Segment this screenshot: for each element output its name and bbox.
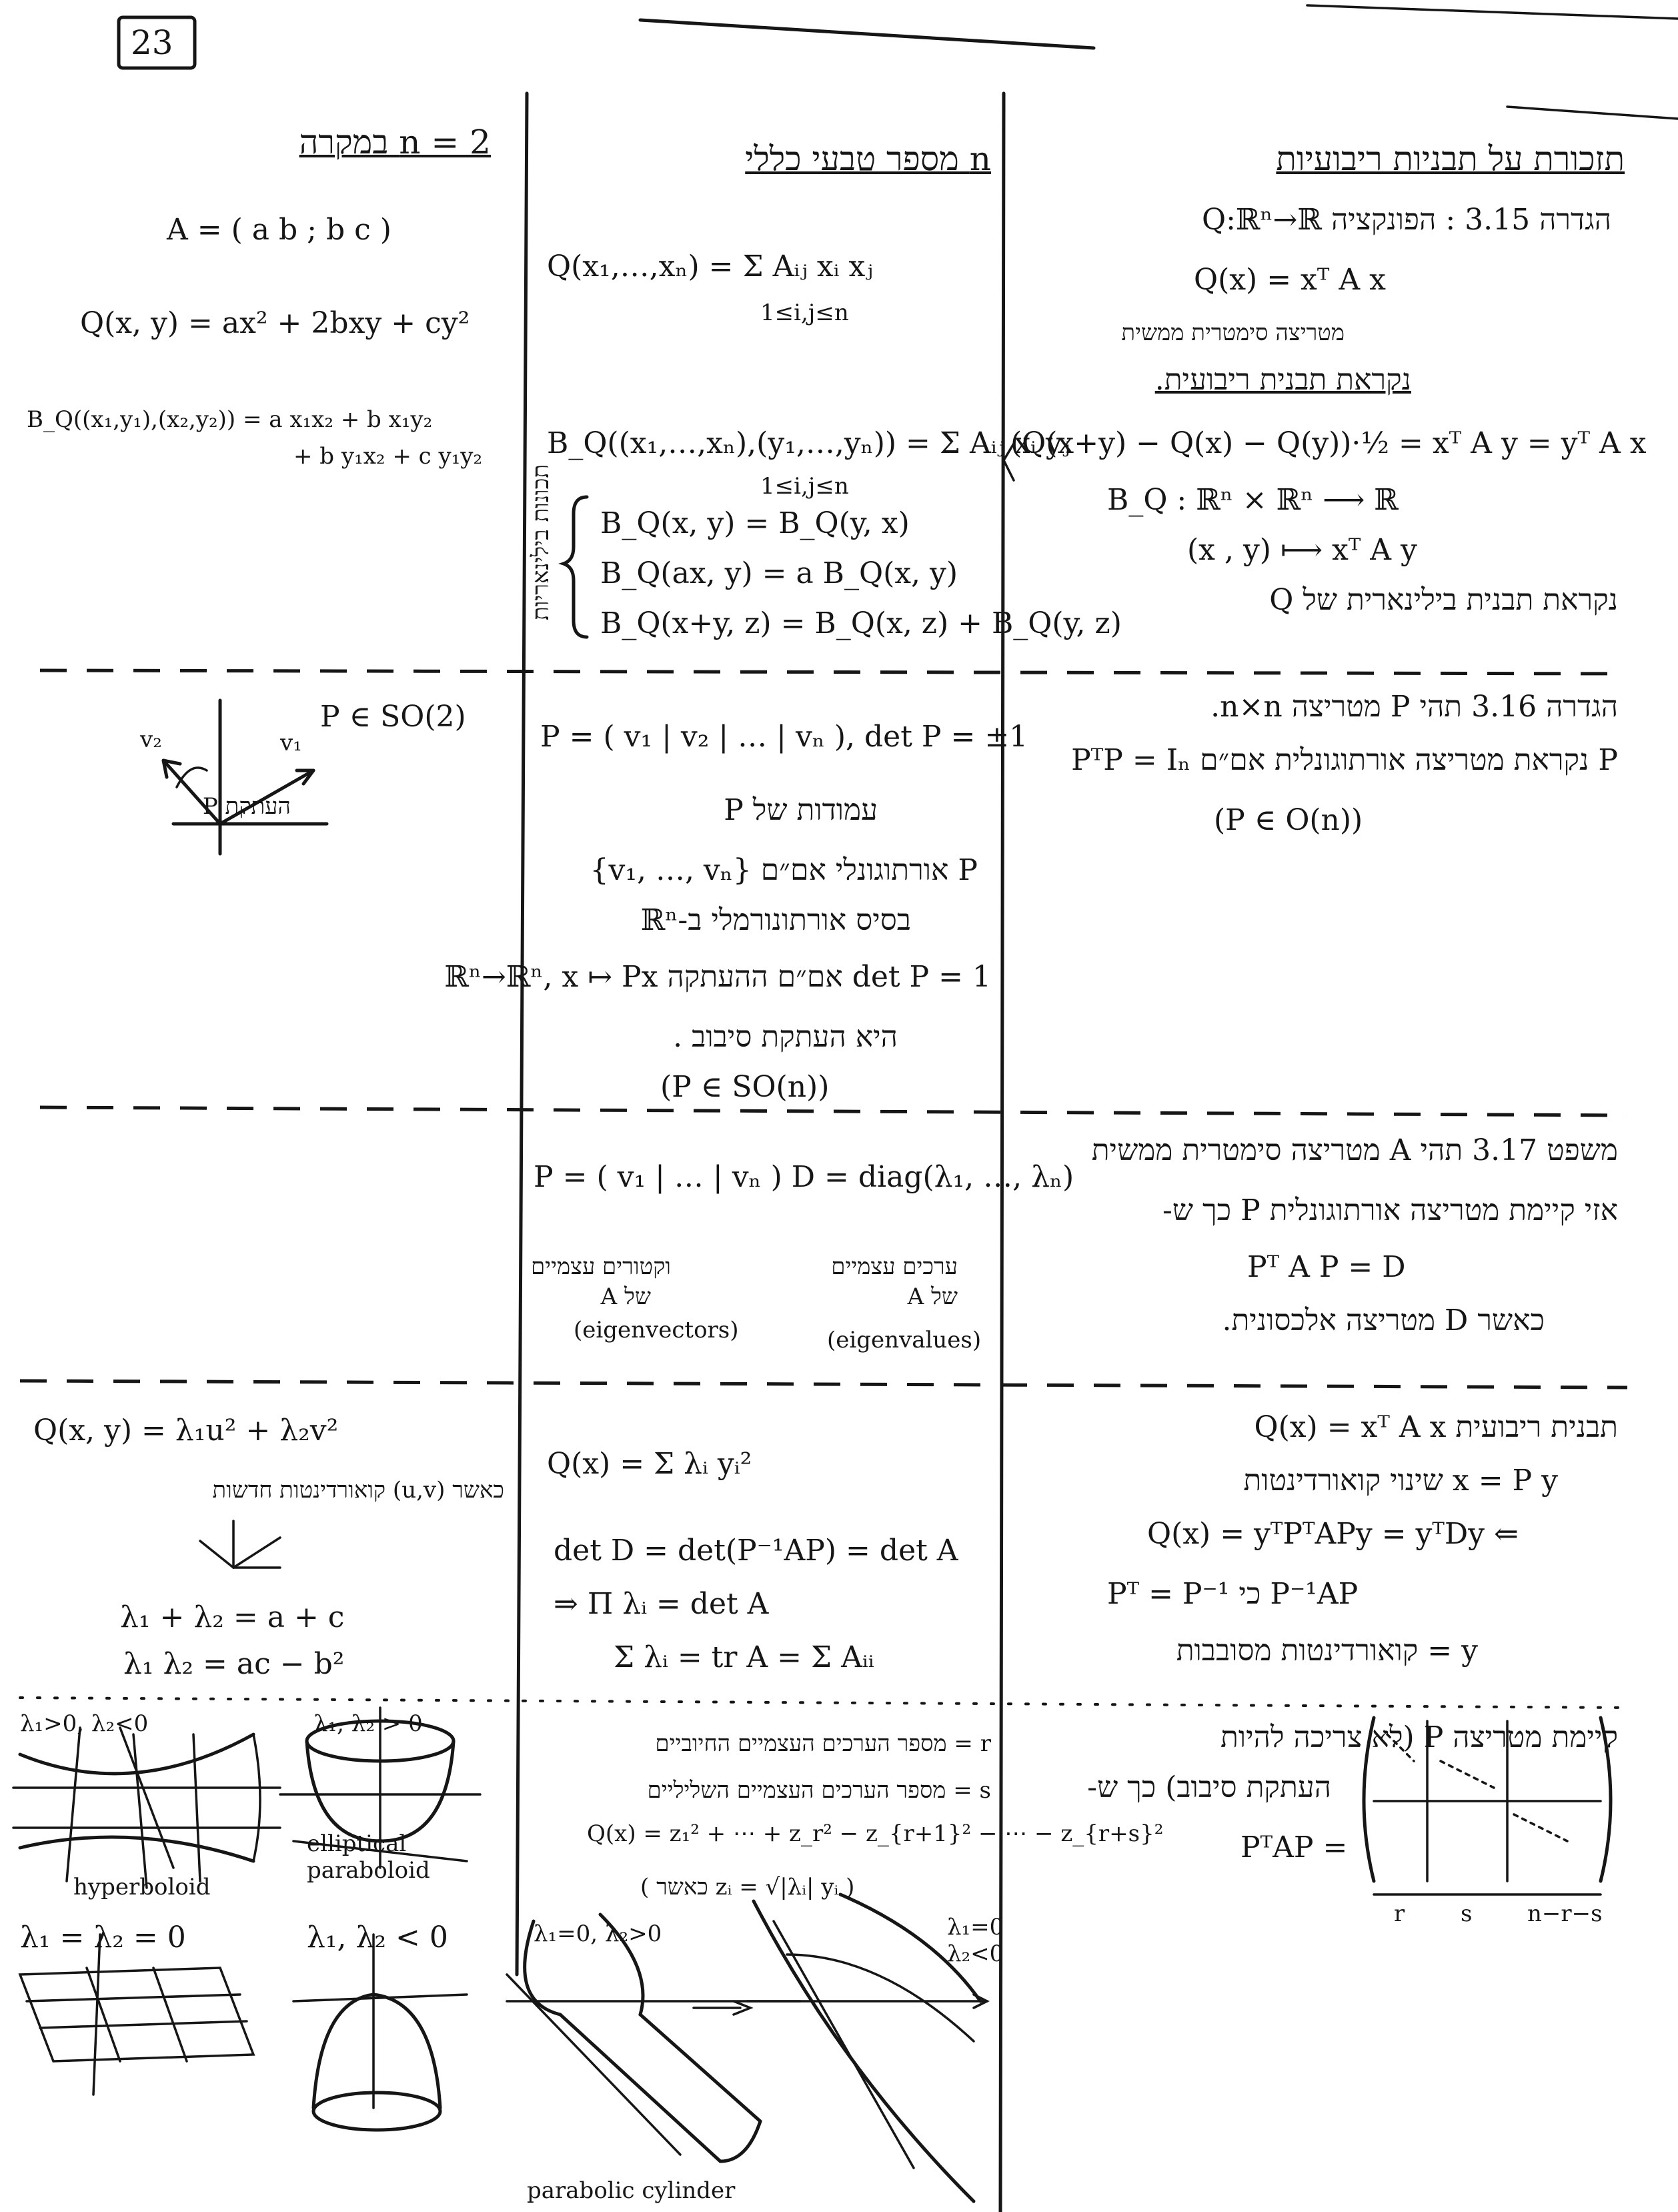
new-coords: כאשר (u,v) קואורדינטות חדשות [212, 1477, 504, 1504]
props-brace [564, 497, 587, 637]
thm-317-eq: Pᵀ A P = D [1247, 1250, 1406, 1284]
eigenvectors-en: (eigenvectors) [574, 1317, 739, 1343]
det-d-eq: det D = det(P⁻¹AP) = det A [554, 1534, 958, 1568]
case-cyl-neg-b: λ₂<0 [947, 1941, 1004, 1967]
change-coords: x = P y שינוי קואורדינטות [1243, 1464, 1558, 1498]
page-number: 23 [131, 23, 173, 62]
case-neg-def: λ₁, λ₂ < 0 [307, 1920, 448, 1955]
matrix-a-2x2: A = ( a b ; b c ) [167, 213, 391, 247]
case-pos-def: λ₁, λ₂ > 0 [313, 1710, 423, 1737]
quad-form-line: תבנית ריבועית Q(x) = xᵀ A x [1254, 1410, 1618, 1444]
b-2d-line1: B_Q((x₁,y₁),(x₂,y₂)) = a x₁x₂ + b x₁y₂ [27, 406, 433, 433]
polarization-identity: (Q(x+y) − Q(x) − Q(y))·½ = xᵀ A y = yᵀ A x [1010, 426, 1647, 460]
q-z-form: Q(x) = z₁² + ⋯ + z_r² − z_{r+1}² − ⋯ − z_{r+s}² [587, 1820, 1164, 1847]
p-d-def: P = ( v₁ | … | vₙ ) D = diag(λ₁, …, λₙ) [534, 1160, 1074, 1194]
q-2d-eigen: Q(x, y) = λ₁u² + λ₂v² [33, 1414, 339, 1448]
row-separator-4 [20, 1698, 1627, 1708]
case-cyl-pos: λ₁=0, λ₂>0 [534, 1920, 662, 1947]
col-separator-left [517, 93, 527, 1975]
prop-homogeneous: B_Q(ax, y) = a B_Q(x, y) [600, 556, 958, 590]
z-def: ( כאשר zᵢ = √|λᵢ| yᵢ ) [640, 1874, 855, 1900]
eigenvalues-of-a: של A [907, 1283, 958, 1310]
plane-sketch [20, 1934, 253, 2095]
p-orth-iff: P אורתוגונלי אם״ם {v₁, …, vₙ} [590, 853, 978, 887]
case-saddle: λ₁>0, λ₂<0 [20, 1710, 149, 1737]
s-def: s = מספר הערכים העצמיים השליליים [647, 1777, 991, 1804]
rotation-map: היא העתקת סיבוב . [673, 1020, 898, 1054]
parabolic-cylinder-label: parabolic cylinder [527, 2177, 736, 2204]
block-label-s: s [1461, 1900, 1473, 1927]
p-inverse: Pᵀ = P⁻¹ כי P⁻¹AP [1107, 1577, 1359, 1611]
block-label-nrs: n−r−s [1527, 1900, 1603, 1927]
hyperboloid-label: hyperboloid [73, 1874, 211, 1900]
p-in-SO2: P ∈ SO(2) [320, 700, 466, 734]
eigen-prod-2d: λ₁ λ₂ = ac − b² [123, 1647, 345, 1681]
p-columns-label: עמודות של P [724, 793, 878, 827]
orthonormal-basis: בסיס אורתונורמלי ב-ℝⁿ [640, 903, 911, 937]
def-316-orthogonal: P נקראת מטריצה אורתוגונלית אם״ם PᵀP = Iₙ [1071, 743, 1618, 777]
p-columns-def: P = ( v₁ | v₂ | … | vₙ ), det P = ±1 [540, 720, 1028, 754]
prop-additive: B_Q(x+y, z) = B_Q(x, z) + B_Q(y, z) [600, 606, 1122, 640]
v1-label: v₁ [280, 730, 302, 756]
b-2d-line2: + b y₁x₂ + c y₁y₂ [293, 443, 483, 470]
neg-paraboloid-sketch [293, 1934, 467, 2130]
v2-label: v₂ [140, 726, 162, 753]
q-2d: Q(x, y) = ax² + 2bxy + cy² [80, 306, 470, 340]
eigenvalues-he: ערכים עצמיים [831, 1253, 958, 1280]
bilinear-props-label: תכונות בילינאריות [528, 464, 554, 620]
row-separator-1 [40, 670, 1627, 674]
scan-edge-line-3 [1507, 107, 1678, 119]
r-def: r = מספר הערכים העצמיים החיוביים [655, 1730, 991, 1757]
eigenvalues-en: (eigenvalues) [827, 1327, 982, 1353]
eigenvectors-he: וקטורים עצמיים [530, 1253, 671, 1280]
exists-p-line2: העתקת סיבוב) כך ש- [1087, 1770, 1331, 1804]
q-general-sub: 1≤i,j≤n [760, 300, 849, 326]
def-315-called: נקראת תבנית ריבועית. [1154, 363, 1411, 397]
block-eq: PᵀAP = [1240, 1830, 1348, 1864]
q-diag-sum: Q(x) = Σ λᵢ yᵢ² [547, 1447, 752, 1481]
eigen-sum-2d: λ₁ + λ₂ = a + c [120, 1600, 345, 1634]
scan-edge-line-2 [1307, 5, 1678, 19]
elliptical-label: elliptical [307, 1830, 407, 1857]
prod-eigen: ⇒ Π λᵢ = det A [554, 1587, 769, 1621]
row-separator-3 [20, 1381, 1627, 1388]
saddle-sketch [13, 1728, 280, 1888]
def-315-symmetric: מטריצה סימטרית ממשית [1121, 320, 1345, 346]
case-zero: λ₁ = λ₂ = 0 [20, 1920, 186, 1955]
def-316-head: הגדרה 3.16 תהי P מטריצה n×n. [1210, 690, 1618, 724]
def-316-On: (P ∈ O(n)) [1214, 803, 1363, 837]
paraboloid-label: paraboloid [307, 1857, 430, 1884]
rotation-label: העתקת P [202, 793, 291, 820]
quad-in-y: Q(x) = yᵀPᵀAPy = yᵀDy ⇐ [1147, 1517, 1519, 1551]
mid-col-header: n מספר טבעי כללי [745, 139, 991, 178]
b-general-def: B_Q((x₁,…,xₙ),(y₁,…,yₙ)) = Σ Aᵢⱼ xᵢ yⱼ [547, 426, 1070, 460]
q-general-def: Q(x₁,…,xₙ) = Σ Aᵢⱼ xᵢ xⱼ [547, 249, 873, 284]
exists-p-line1: קיימת מטריצה P (לא צריכה להיות [1220, 1720, 1618, 1754]
case-cyl-neg-a: λ₁=0 [947, 1914, 1004, 1941]
bq-signature: B_Q : ℝⁿ × ℝⁿ ⟶ ℝ [1107, 483, 1399, 517]
b-general-sub: 1≤i,j≤n [760, 473, 849, 500]
bilinear-form-label: נקראת תבנית בילינארית של Q [1269, 583, 1618, 617]
def-315-formula: Q(x) = xᵀ A x [1194, 263, 1386, 297]
prop-symmetric: B_Q(x, y) = B_Q(y, x) [600, 506, 910, 540]
uv-axes-sketch [200, 1521, 280, 1568]
def-315-head: הגדרה 3.15 : הפונקציה Q:ℝⁿ→ℝ [1202, 203, 1611, 237]
row-separator-2 [40, 1107, 1627, 1115]
p-in-SOn: (P ∈ SO(n)) [660, 1070, 830, 1104]
rotated-coords: y = קואורדינטות מסובבות [1176, 1634, 1478, 1668]
scan-edge-line [640, 20, 1094, 48]
eigenvectors-of-a: של A [600, 1283, 651, 1310]
bq-map: (x , y) ⟼ xᵀ A y [1187, 533, 1417, 567]
cylinder-sketch [507, 1914, 800, 2161]
trace-eigen: Σ λᵢ = tr A = Σ Aᵢᵢ [614, 1640, 874, 1674]
thm-317-exists: אזי קיימת מטריצה אורתוגונלית P כך ש- [1162, 1193, 1618, 1227]
det-one-iff: det P = 1 אם״ם ההעתקה ℝⁿ→ℝⁿ, x ↦ Px [444, 960, 991, 994]
rotation-sketch [163, 700, 327, 854]
thm-317-diagonal: כאשר D מטריצה אלכסונית. [1222, 1303, 1545, 1337]
block-label-r: r [1394, 1900, 1405, 1927]
thm-317-head: משפט 3.17 תהי A מטריצה סימטרית ממשית [1091, 1133, 1618, 1167]
left-col-header: n = 2 במקרה [299, 123, 491, 161]
right-col-header: תזכורת על תבניות ריבועיות [1276, 139, 1625, 178]
